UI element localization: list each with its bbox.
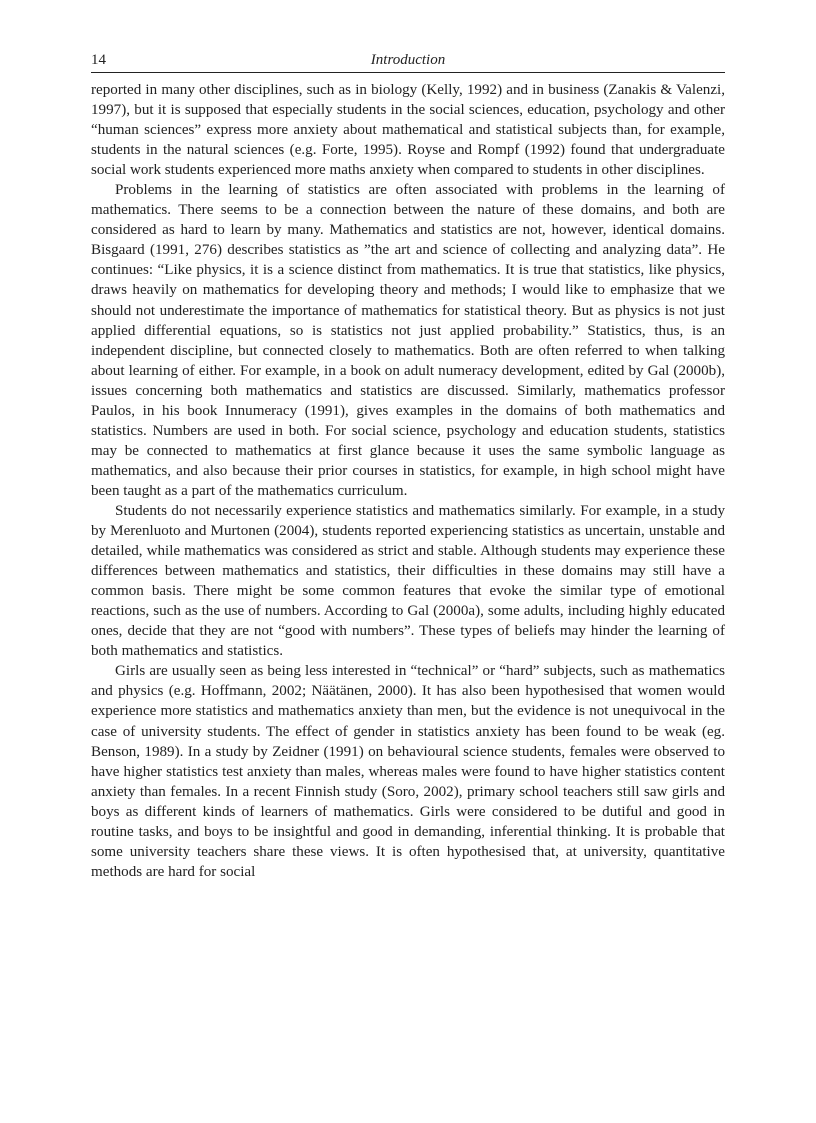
body-text [91,80,725,882]
paragraph-3: Students do not necessarily experience statistics and mathematics similarly. For example, in a study by Merenluoto and Murtonen (2004), students reported experiencing statistics as uncertain, unstable and detailed, while mathematics was considered as strict and stable. Although students may experience these differences between mathematics and statistics, their difficulties in these domains may still have a common basis. There might be some common features that evoke the similar type of emotional reactions, such as the use of numbers. According to Gal (2000a), some adults, including highly educated ones, decide that they are not “good with numbers”. These types of beliefs may hinder the learning of both mathematics and statistics. [91,502,725,660]
paragraph-1: reported in many other disciplines, such as in biology (Kelly, 1992) and in business (Zanakis & Valenzi, 1997), but it is supposed that especially students in the social sciences, education, psychology and other “human sciences” express more anxiety about mathematical and statistical subjects than, for example, students in the natural sciences (e.g. Forte, 1995). Royse and Rompf (1992) found that undergraduate social work students experienced more maths anxiety when compared to students in other disciplines. [91,82,725,179]
running-title: Introduction [370,52,446,68]
page-number: 14 [91,52,106,68]
paragraph-4: Girls are usually seen as being less interested in “technical” or “hard” subjects, such as mathematics and physics (e.g. Hoffmann, 2002; Näätänen, 2000). It has also been hypothesised that women would experience more statistics and mathematics anxiety than men, but the evidence is not unequivocal in the case of university students. The effect of gender in statistics anxiety has been found to be weak (eg. Benson, 1989). In a study by Zeidner (1991) on behavioural science students, females were observed to have higher statistics test anxiety than males, whereas males were found to have higher statistics content anxiety than females. In a recent Finnish study (Soro, 2002), primary school teachers still saw girls and boys as different kinds of learners of mathematics. Girls were considered to be dutiful and good in routine tasks, and boys to be insightful and good in demanding, inferential thinking. It is probable that some university teachers share these views. It is often hypothesised that, at university, quantitative methods are hard for social [91,663,725,880]
page-header [91,48,725,73]
paragraph-2: Problems in the learning of statistics are often associated with problems in the learning of mathematics. There seems to be a connection between the nature of these domains, and both are considered as hard to learn by many. Mathematics and statistics are not, however, identical domains. Bisgaard (1991, 276) describes statistics as ”the art and science of collecting and analyzing data”. He continues: “Like physics, it is a science distinct from mathematics. It is true that statistics, like physics, draws heavily on mathematics for developing theory and methods; I would like to emphasize that we should not underestimate the importance of mathematics for statistical theory. But as physics is not just applied differential equations, so is statistics not just applied probability.” Statistics, thus, is an independent discipline, but connected closely to mathematics. Both are often referred to when talking about learning of either. For example, in a book on adult numeracy development, edited by Gal (2000b), issues concerning both mathematics and statistics are discussed. Similarly, mathematics professor Paulos, in his book Innumeracy (1991), gives examples in the domains of both mathematics and statistics. Numbers are used in both. For social science, psychology and education students, statistics may be connected to mathematics at first glance because it uses the same symbolic language as mathematics, and also because their prior courses in statistics, for example, in high school might have been taught as a part of the mathematics curriculum. [91,182,725,499]
